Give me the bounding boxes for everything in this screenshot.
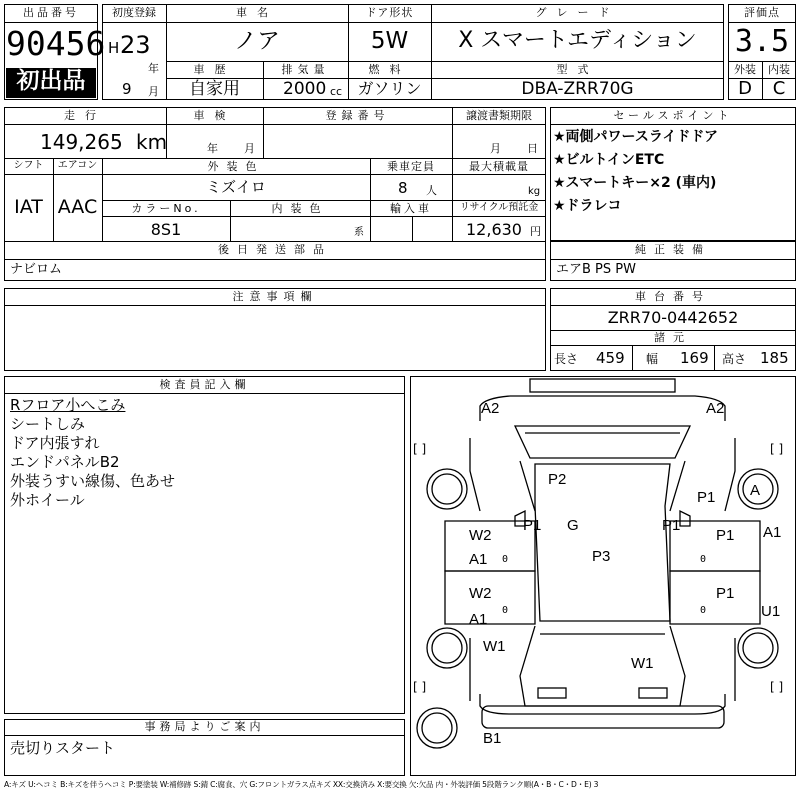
grade: X スマートエディション [458,28,697,53]
sales-point-item: ★ドラレコ [553,198,622,214]
car-diagram [410,376,796,776]
svg-text:0: 0 [700,605,707,616]
width: 169 [680,349,709,367]
plate-label: 登録番号 [325,109,390,122]
damage-mark: P1 [697,489,716,506]
svg-text:[ ]: [ ] [770,680,784,694]
width-label: 幅 [646,352,659,366]
svg-text:0: 0 [502,554,509,565]
fuel: ガソリン [357,79,422,98]
svg-text:[ ]: [ ] [770,442,784,456]
damage-mark: P1 [523,517,542,534]
svg-text:0: 0 [700,554,707,565]
reg-month-unit: 月 [148,85,159,98]
exterior-label: 外装 [734,63,756,76]
chassis-label: 車台番号 [635,290,711,303]
length: 459 [596,349,625,367]
color-no: 8S1 [150,220,182,239]
color: ミズイロ [206,178,266,196]
office-label: 事務局よりご案内 [144,720,265,733]
inspection-year: 年 [207,142,218,155]
inspector-line: 外ホイール [10,491,85,509]
damage-mark: U1 [761,603,781,620]
dims-label: 諸元 [654,331,692,344]
import-label: 輸入車 [390,202,432,215]
first-reg-label: 初度登録 [112,6,156,19]
height-label: 高さ [722,352,747,366]
inspector-label: 検査員記入欄 [159,378,250,391]
damage-mark: W1 [483,638,506,655]
interior-color-label: 内装色 [271,202,329,215]
inspector-line: 外装うすい線傷、色あせ [10,472,176,490]
lot-label: 出品番号 [23,6,79,19]
interior-grade: C [772,78,786,99]
aircon: AAC [57,196,98,218]
damage-mark: W2 [469,585,492,602]
damage-mark: A1 [469,551,488,568]
damage-mark: W1 [631,655,654,672]
office-text: 売切りスタート [10,739,116,757]
recycle-label: リサイクル預託金 [459,202,539,213]
era: H [108,39,120,57]
load-label: 最大積載量 [469,160,529,173]
transfer-day: 日 [527,142,538,155]
aircon-label: エアコン [57,160,98,171]
shift: IAT [14,196,43,218]
recycle-unit: 円 [530,225,541,238]
color-label: 外装色 [207,160,265,173]
sales-point-item: ★両側パワースライドドア [553,129,719,145]
transfer-month: 月 [490,142,501,155]
damage-mark: A2 [706,400,725,417]
model-type: DBA-ZRR70G [521,79,634,99]
damage-mark: G [567,517,579,534]
door-type: 5W [370,28,409,54]
later-parts: ナビロム [10,262,63,277]
inspection-label: 車検 [193,109,236,122]
damage-mark: B1 [483,730,502,747]
height: 185 [760,349,789,367]
reg-year-unit: 年 [148,62,159,75]
sales-point-item: ★スマートキー×2 (車内) [553,175,717,191]
equipment: エアB PS PW [556,262,636,277]
score: 3.5 [734,24,790,59]
interior-label: 内装 [768,63,790,76]
displacement-label: 排気量 [281,63,330,76]
inspector-line: エンドパネルB2 [10,453,120,471]
seats: 8 [398,179,408,197]
exterior-grade: D [738,78,752,99]
damage-mark: A2 [481,400,500,417]
inspector-line: ドア内張すれ [10,434,100,452]
damage-mark: P2 [548,471,567,488]
damage-mark: A1 [763,524,782,541]
later-parts-label: 後日発送部品 [218,243,332,256]
grade-label: グレード [535,6,620,19]
sales-points-label: セールスポイント [613,109,733,122]
color-no-label: カラーNo. [131,202,201,215]
score-label: 評価点 [744,6,780,19]
sales-points-box [550,107,796,241]
displacement: 2000 [283,79,327,99]
damage-mark: P1 [716,527,735,544]
displacement-unit: cc [330,85,343,98]
shift-label: シフト [13,160,44,171]
mileage-unit: km [136,130,168,154]
damage-mark: P3 [592,548,611,565]
svg-text:[ ]: [ ] [413,680,427,694]
svg-text:[ ]: [ ] [413,442,427,456]
fuel-label: 燃料 [368,63,411,76]
type-label: 型式 [556,63,599,76]
inspector-line: Rフロア小へこみ [10,396,126,414]
notes-label: 注意事項欄 [232,290,318,303]
legend: A:キズ U:ヘコミ B:キズを伴うヘコミ P:要塗装 W:補修跡 S:錆 C:腐食、穴 G:フロントガラス点キズ XX:交換済み X:要交換 欠:欠品 内・外装評価 5段階ランク順(A・B・C・D・E) 3 [4,780,599,789]
svg-text:0: 0 [502,605,509,616]
history: 自家用 [189,79,240,99]
reg-year: 23 [120,31,151,59]
damage-mark: P1 [662,517,681,534]
damage-mark: W2 [469,527,492,544]
mileage: 149,265 [40,130,123,154]
length-label: 長さ [554,352,579,366]
lot-number: 90456 [6,24,106,63]
inspection-month: 月 [244,142,255,155]
damage-mark: P1 [716,585,735,602]
sales-point-item: ★ビルトインETC [553,152,665,168]
seats-label: 乗車定員 [387,160,435,173]
mileage-label: 走行 [64,109,106,122]
model-label: 車名 [236,6,278,19]
inspector-line: シートしみ [10,415,86,433]
equipment-label: 純正装備 [635,243,711,256]
damage-mark: A [750,482,761,499]
damage-mark: A1 [469,611,488,628]
interior-color-unit: 系 [354,227,364,238]
chassis-number: ZRR70-0442652 [607,308,739,327]
transfer-label: 譲渡書類期限 [466,109,532,122]
door-label: ドア形状 [365,6,414,19]
reg-month: 9 [122,80,132,98]
first-listing-text: 初出品 [16,68,86,94]
seats-unit: 人 [426,184,437,197]
load-unit: kg [528,186,541,197]
history-label: 車歴 [193,63,236,76]
recycle: 12,630 [466,220,522,239]
model-name: ノア [234,28,280,54]
